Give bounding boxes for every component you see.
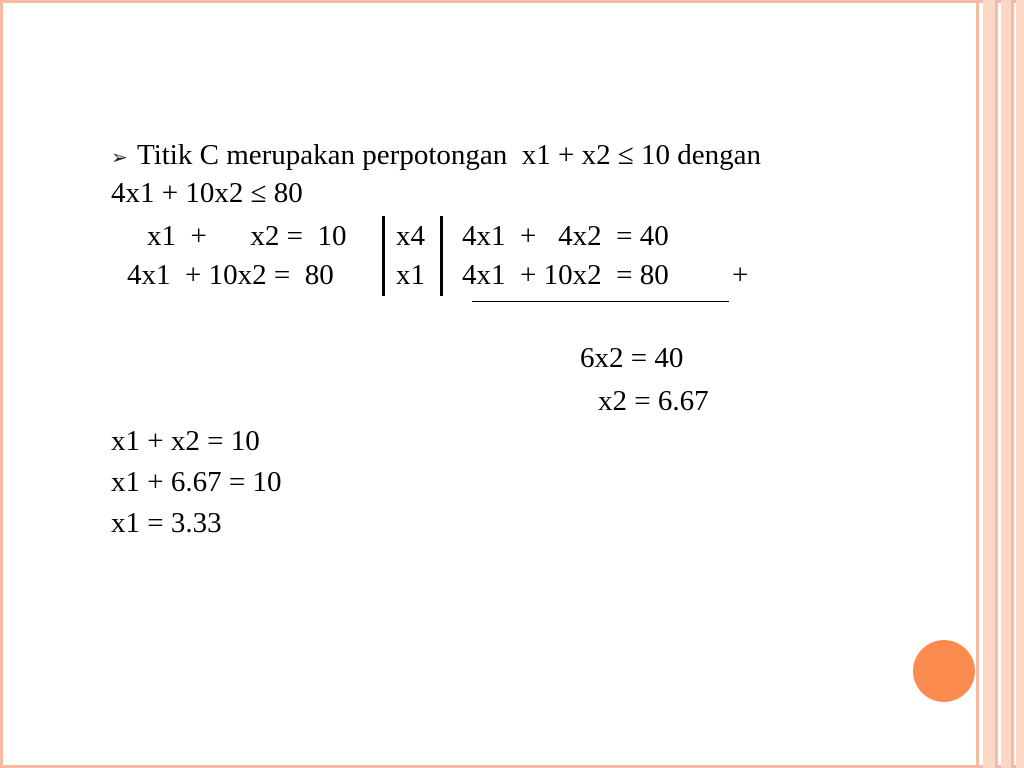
decor-stripe [1001, 0, 1011, 768]
decor-circle [913, 640, 975, 702]
arrow-bullet-icon: ➢ [111, 147, 128, 169]
decor-stripe [976, 0, 979, 768]
row2-left: 4x1 + 10x2 = 80 [127, 259, 334, 291]
decor-stripe [1011, 0, 1014, 768]
row2-multiplier: x1 [396, 259, 425, 291]
row2-operator: + [732, 259, 749, 291]
substitution-line-3: x1 = 3.33 [111, 507, 222, 539]
decor-stripe [995, 0, 998, 768]
result-line-2: x2 = 6.67 [598, 385, 709, 417]
sum-line [472, 301, 729, 302]
substitution-line-2: x1 + 6.67 = 10 [111, 466, 282, 498]
row1-multiplier: x4 [396, 220, 425, 252]
row1-right: 4x1 + 4x2 = 40 [462, 220, 669, 252]
divider-bar-right [440, 216, 443, 296]
decor-stripe [1016, 0, 1024, 768]
line-1: Titik C merupakan perpotongan x1 + x2 ≤ 10 dengan [137, 139, 762, 171]
decor-stripe [983, 0, 995, 768]
result-line-1: 6x2 = 40 [580, 342, 684, 374]
line-2: 4x1 + 10x2 ≤ 80 [111, 177, 303, 209]
row2-right: 4x1 + 10x2 = 80 [462, 259, 669, 291]
row1-left: x1 + x2 = 10 [147, 220, 347, 252]
substitution-line-1: x1 + x2 = 10 [111, 425, 260, 457]
divider-bar-left [382, 216, 385, 296]
